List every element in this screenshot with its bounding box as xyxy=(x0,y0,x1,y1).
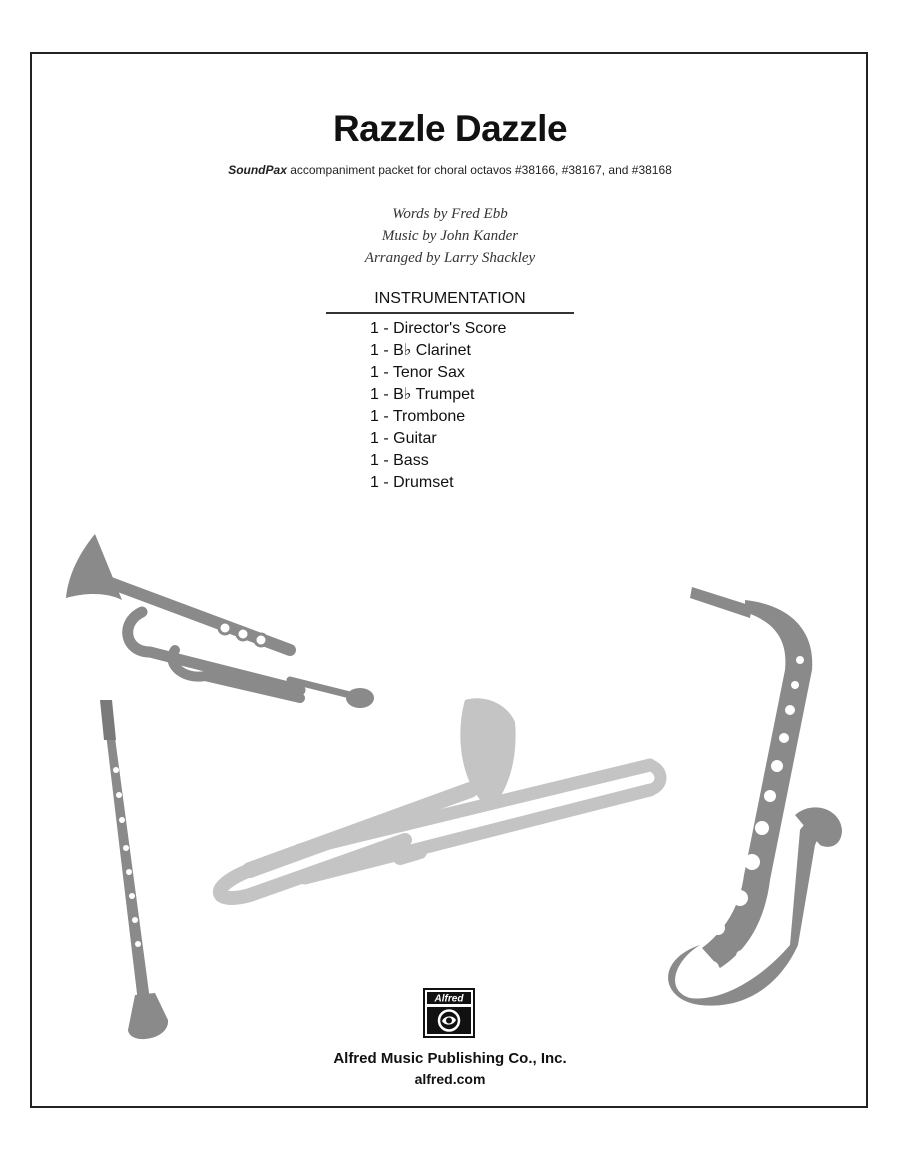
trumpet-icon xyxy=(66,534,374,708)
trombone-icon xyxy=(220,698,661,898)
logo-text: Alfred xyxy=(434,993,464,1005)
list-item: 1 - Drumset xyxy=(370,474,454,491)
saxophone-icon xyxy=(668,587,842,1006)
list-item: 1 - Trombone xyxy=(370,408,466,425)
instrumentation-heading: INSTRUMENTATION xyxy=(326,290,574,314)
list-item: 1 - B♭ Clarinet xyxy=(370,342,471,359)
credit-arranged: Arranged by Larry Shackley xyxy=(364,250,536,266)
list-item: 1 - B♭ Trumpet xyxy=(370,386,475,403)
list-item: 1 - Guitar xyxy=(370,430,437,447)
alfred-logo-icon xyxy=(423,988,475,1038)
publisher-name: Alfred Music Publishing Co., Inc. xyxy=(333,1050,567,1067)
list-item: 1 - Director's Score xyxy=(370,320,507,337)
credit-words: Words by Fred Ebb xyxy=(392,206,508,222)
page-title: Razzle Dazzle xyxy=(332,108,568,149)
clarinet-icon xyxy=(100,700,168,1039)
credit-music: Music by John Kander xyxy=(381,228,519,244)
list-item: 1 - Tenor Sax xyxy=(370,364,465,381)
subtitle-brand: SoundPax xyxy=(228,163,287,177)
subtitle-text: accompaniment packet for choral octavos #38166, #38167, and #38168 xyxy=(286,163,672,177)
publisher-website: alfred.com xyxy=(414,1071,486,1087)
list-item: 1 - Bass xyxy=(370,452,429,469)
